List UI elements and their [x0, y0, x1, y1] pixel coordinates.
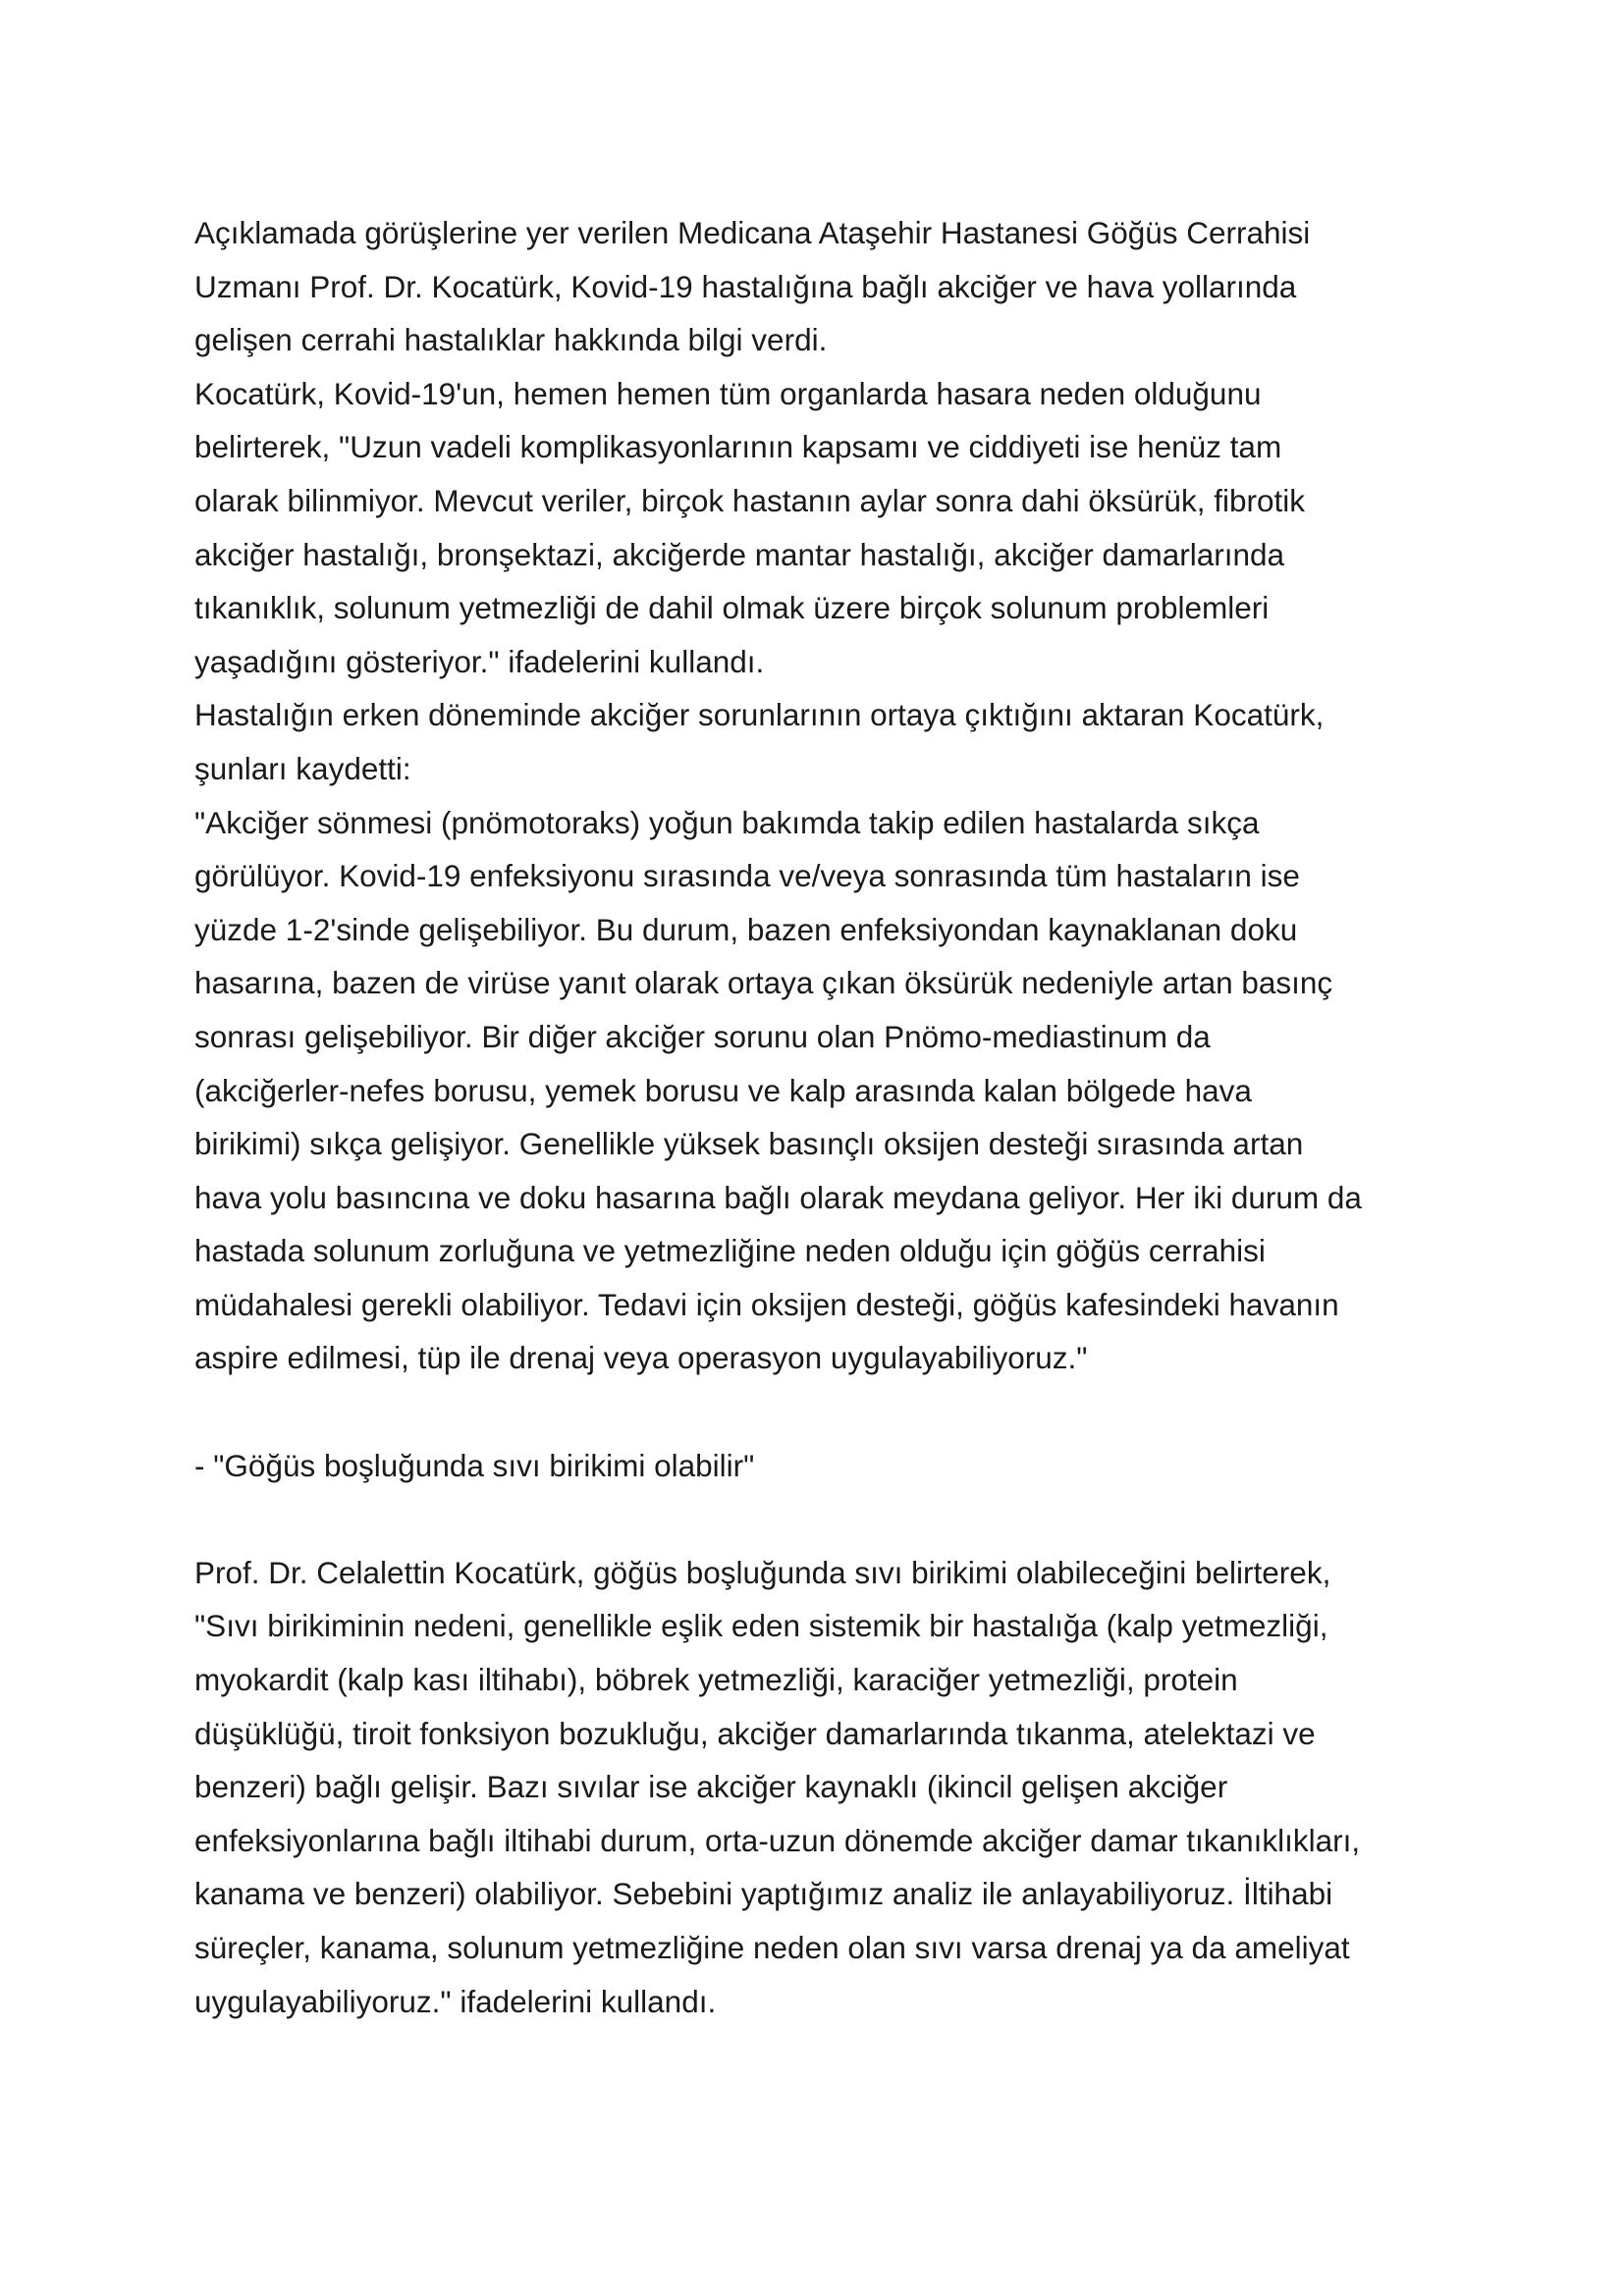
section-subheading: - "Göğüs boşluğunda sıvı birikimi olabilir"	[194, 1447, 755, 1483]
text-line: görülüyor. Kovid-19 enfeksiyonu sırasında ve/veya sonrasında tüm hastaların ise	[194, 858, 1300, 894]
text-line: enfeksiyonlarına bağlı iltihabi durum, orta-uzun dönemde akciğer damar tıkanıklıkları,	[194, 1822, 1361, 1858]
text-line: benzeri) bağlı gelişir. Bazı sıvılar ise akciğer kaynaklı (ikincil gelişen akciğer	[194, 1769, 1228, 1805]
text-line: hastada solunum zorluğuna ve yetmezliğine neden olduğu için göğüs cerrahisi	[194, 1233, 1266, 1269]
article-body	[194, 206, 1471, 2028]
text-line: birikimi) sıkça gelişiyor. Genellikle yüksek basınçlı oksijen desteği sırasında artan	[194, 1126, 1304, 1162]
text-line: yüzde 1-2'sinde gelişebiliyor. Bu durum, bazen enfeksiyondan kaynaklanan doku	[194, 911, 1298, 947]
text-line: düşüklüğü, tiroit fonksiyon bozukluğu, akciğer damarlarında tıkanma, atelektazi ve	[194, 1715, 1316, 1751]
text-line: Açıklamada görüşlerine yer verilen Medicana Ataşehir Hastanesi Göğüs Cerrahisi	[194, 215, 1311, 250]
paragraph-block-1	[194, 206, 1471, 1385]
text-line: müdahalesi gerekli olabiliyor. Tedavi için oksijen desteği, göğüs kafesindeki havanın	[194, 1286, 1339, 1322]
text-line: "Sıvı birikiminin nedeni, genellikle eşlik eden sistemik bir hastalığa (kalp yetmezliği,	[194, 1608, 1328, 1644]
text-line: Kocatürk, Kovid-19'un, hemen hemen tüm organlarda hasara neden olduğunu	[194, 375, 1262, 411]
text-line: tıkanıklık, solunum yetmezliği de dahil olmak üzere birçok solunum problemleri	[194, 590, 1270, 626]
text-line: Uzmanı Prof. Dr. Kocatürk, Kovid-19 hastalığına bağlı akciğer ve hava yollarında	[194, 268, 1297, 304]
text-line: kanama ve benzeri) olabiliyor. Sebebini yaptığımız analiz ile anlayabiliyoruz. İltihabi	[194, 1876, 1333, 1912]
text-line: aspire edilmesi, tüp ile drenaj veya operasyon uygulayabiliyoruz."	[194, 1340, 1088, 1376]
text-line: şunları kaydetti:	[194, 750, 411, 786]
text-line: akciğer hastalığı, bronşektazi, akciğerde mantar hastalığı, akciğer damarlarında	[194, 536, 1285, 572]
text-line: (akciğerler-nefes borusu, yemek borusu ve kalp arasında kalan bölgede hava	[194, 1072, 1252, 1108]
text-line: yaşadığını gösteriyor." ifadelerini kullandı.	[194, 643, 765, 679]
text-line: Hastalığın erken döneminde akciğer sorunlarının ortaya çıktığını aktaran Kocatürk,	[194, 697, 1325, 733]
text-line: sonrası gelişebiliyor. Bir diğer akciğer sorunu olan Pnömo-mediastinum da	[194, 1018, 1211, 1054]
text-line: hasarına, bazen de virüse yanıt olarak ortaya çıkan öksürük nedeniyle artan basınç	[194, 965, 1333, 1001]
text-line: "Akciğer sönmesi (pnömotoraks) yoğun bakımda takip edilen hastalarda sıkça	[194, 804, 1260, 840]
text-line: olarak bilinmiyor. Mevcut veriler, birçok hastanın aylar sonra dahi öksürük, fibrotik	[194, 482, 1305, 518]
text-line: myokardit (kalp kası iltihabı), böbrek yetmezliği, karaciğer yetmezliği, protein	[194, 1662, 1238, 1698]
text-line: gelişen cerrahi hastalıklar hakkında bilgi verdi.	[194, 322, 828, 358]
text-line: Prof. Dr. Celalettin Kocatürk, göğüs boşluğunda sıvı birikimi olabileceğini belirterek,	[194, 1554, 1331, 1590]
text-line: belirterek, "Uzun vadeli komplikasyonlarının kapsamı ve ciddiyeti ise henüz tam	[194, 429, 1282, 465]
paragraph-block-2	[194, 1546, 1471, 2028]
text-line: uygulayabiliyoruz." ifadelerini kullandı.	[194, 1983, 717, 2019]
spacer	[194, 1385, 1471, 1439]
text-line: süreçler, kanama, solunum yetmezliğine neden olan sıvı varsa drenaj ya da ameliyat	[194, 1930, 1350, 1965]
text-line: hava yolu basıncına ve doku hasarına bağlı olarak meydana geliyor. Her iki durum da	[194, 1179, 1362, 1215]
spacer	[194, 1492, 1471, 1546]
